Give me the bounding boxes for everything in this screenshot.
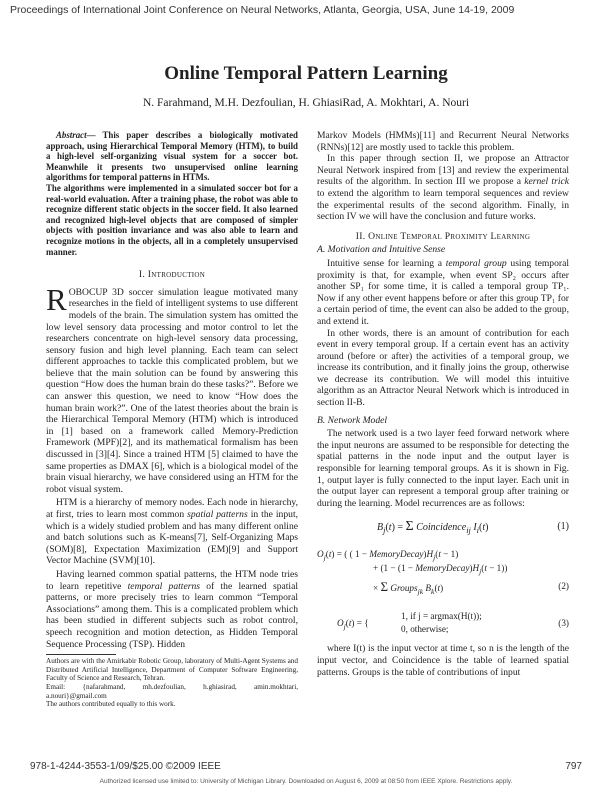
- equation-3-lhs: $O_j(t)$ = {: [337, 618, 369, 632]
- equation-2-line-1: $O_j(t)$ = ( ( $1 - MemoryDecay)H_j(t - 1)$: [317, 549, 459, 563]
- s2a-p1-a: Intuitive sense for learning a: [327, 257, 446, 269]
- intro-p2-text-c: in the input, which is a widely studied problem and has many different online and batch solutions such as K-means[7], Self-Organizing Maps (SOM)[8], Expectation Maximization (EM)[9] and Support Vector Machine (SVM)[10].: [46, 509, 299, 567]
- right-paragraph-1: Markov Models (HMMs)[11] and Recurrent Neural Networks (RNNs)[12] are mostly used to tackle this problem.: [317, 130, 569, 153]
- footnote: [46, 657, 298, 709]
- s2a-p1-emph: temporal group: [445, 257, 507, 269]
- intro-p3-text-a: Having learned common spatial patterns, the HTM node tries to learn repetitive: [46, 568, 298, 592]
- left-column: [46, 130, 298, 709]
- s2a-p1-c: using temporal proximity is that, for example, when event SP₂ occurs after another SP₁ for some time, it is called a temporal group TP₁. Now if any other event happens before or after this group TP₁ for a certain period of time, the event can also be added to the group, and extend it.: [317, 257, 570, 327]
- section-heading-2: II. Online Temporal Proximity Learning: [355, 230, 531, 242]
- footnote-affiliation: Authors are with the Amirkabir Robotic Group, laboratory of Multi-Agent Systems and Distributed Artificial Intelligence, Department of Computer Software Engineering, Faculty of Science and Research, Tehran.: [46, 657, 298, 683]
- copyright-line: 978-1-4244-3553-1/09/$25.00 ©2009 IEEE: [30, 761, 221, 772]
- section2a-paragraph-1: [317, 258, 569, 328]
- equation-2: [317, 545, 569, 609]
- right-p2-emph: kernel trick: [524, 176, 570, 188]
- right-p2-c: to extend the algorithm to learn temporal sequences and review the experimental results of the second algorithm. Finally, in section IV we will have the conclusion and future works.: [317, 187, 569, 223]
- right-column: [317, 130, 569, 678]
- section2b-paragraph-2: where I(t) is the input vector at time t, so n is the length of the input vector, and Coincidence is the table of learned spatial patterns. Groups is the table of contributions of input: [317, 643, 569, 678]
- intro-p3-text-c: of the learned spatial patterns, or more precisely tries to learn common “Temporal Associations” among them. This is a complicated problem which has been studied in different subjects such as robot control, speech recognition and motion detection, as Hidden Temporal Sequence Processing (TSP). Hidden: [46, 580, 299, 650]
- intro-p2-emph: spatial patterns: [187, 509, 248, 520]
- intro-p2-text-a: HTM is a hierarchy of memory nodes. Each node in hierarchy, at first, tries to learn most common: [46, 497, 298, 520]
- equation-1-number: (1): [557, 521, 569, 533]
- footnote-email: Email: {nafarahmand, mh.dezfoulian, h.ghiasirad, amin.mokhtari, a.nouri}@gmail.com: [46, 682, 298, 700]
- intro-paragraph-1: [46, 281, 298, 496]
- page-number: 797: [565, 761, 582, 772]
- abstract-text-2: The algorithms were implemented in a simulated soccer bot for a real-world evaluation. After a training phase, the robot was able to recognize different static objects in the soccer field. It also learned and recognized high-level objects that are composed of simpler objects with position invariance and was also able to learn and recognize motions in the objects, all in a completely unsupervised manner.: [46, 182, 298, 257]
- conference-header: Proceedings of International Joint Conference on Neural Networks, Atlanta, Georgia, USA, June 14-19, 2009: [10, 4, 515, 16]
- section2a-paragraph-2: In other words, there is an amount of contribution for each event in every temporal group. If a certain event has an activity around (before or after) the activities of a temporal group, we increase its contribution, and it finally joins the group, otherwise we decrease its contribution. We will model this intuitive algorithm as an Attractor Neural Network which is introduced in section II-B.: [317, 327, 569, 409]
- equation-3-case-1: 1, if j = argmax(H(t));: [401, 611, 482, 622]
- drop-cap: R: [46, 281, 67, 317]
- license-notice: Authorized licensed use limited to: University of Michigan Library. Downloaded on August 6, 2009 at 08:50 from IEEE Xplore. Restrictions apply.: [99, 778, 513, 785]
- author-list: N. Farahmand, M.H. Dezfoulian, H. GhiasiRad, A. Mokhtari, A. Nouri: [142, 97, 470, 109]
- right-paragraph-2: [317, 153, 569, 223]
- footnote-rule: [46, 654, 116, 655]
- intro-paragraph-2: [46, 497, 298, 567]
- section2b-paragraph-1: The network used is a two layer feed forward network where the input neurons are assumed to be responsible for detecting the spatial patterns in the node input and the output layer is responsible for learning temporal groups. As it is shown in Fig. 1, output layer is fully connected to the input layer. Each unit in the output layer can represent a temporal group after training or during the learning. Model recurrences are as follows:: [317, 428, 569, 509]
- section-heading-introduction: I. Introduction: [138, 269, 206, 281]
- equation-2-line-2: + $(1 - (1 - MemoryDecay)H_j(t - 1))$: [373, 563, 508, 577]
- intro-p3-emph: temporal patterns: [127, 580, 200, 592]
- subsection-a-heading: A. Motivation and Intuitive Sense: [317, 244, 446, 256]
- equation-2-number: (2): [558, 581, 569, 592]
- abstract: [46, 130, 298, 257]
- footnote-equal-contribution: The authors contributed equally to this work.: [46, 700, 176, 709]
- equation-3-number: (3): [558, 618, 569, 629]
- equation-1-body: $B_j(t) = \Sigma$ Coincidence$_{ij}$ $I_i(t)$: [377, 519, 489, 536]
- intro-paragraph-1-text: OBOCUP 3D soccer simulation league motivated many researches in the field of intelligent systems to use different models of the brain. The simulation system has omitted the low level sensory data processing and motor control to let the researchers concentrate on high-level sensory data processing, sensory fusion and high level planning. Each team can select different approaches to tackle this complicated problem, but we believe that the main solution can be found by answering this question “How does the human brain do these tasks?”. Before we can answer this question, we need to know “How does the human brain work?”. One of the latest theories about the brain is the Hierarchical Temporal Memory (HTM) which is introduced in [1] based on a framework called Memory-Prediction Framework (MPF)[2], and its mathematical formalism has been discussed in [3][4]. Since a trained HTM [5] claimed to have the same properties as DMAX [6], which is a biological model of the brain visual hierarchy, we have considered using an HTM for the robot visual system.: [46, 286, 298, 495]
- abstract-label: Abstract: [56, 130, 87, 140]
- right-p2-a: In this paper through section II, we propose an Attractor Neural Network inspired from [13] and review the experimental results of the algorithm. In section III we propose a: [317, 153, 569, 188]
- abstract-text: — This paper describes a biologically motivated approach, using Hierarchical Temporal Memory (HTM), to build a high-level self-organizing visual system for a soccer bot. Meanwhile it presents two unsupervised online learning algorithms for temporal patterns in HTMs.: [46, 130, 298, 183]
- equation-2-line-3: × Σ Groups$_{jk}$ $B_k(t)$: [373, 579, 444, 597]
- paper-title: Online Temporal Pattern Learning: [164, 63, 448, 84]
- equation-1: [317, 515, 569, 541]
- subsection-b-heading: B. Network Model: [317, 414, 388, 426]
- equation-3: [317, 611, 569, 641]
- intro-paragraph-3: [46, 569, 298, 650]
- equation-3-case-2: 0, otherwise;: [401, 624, 449, 635]
